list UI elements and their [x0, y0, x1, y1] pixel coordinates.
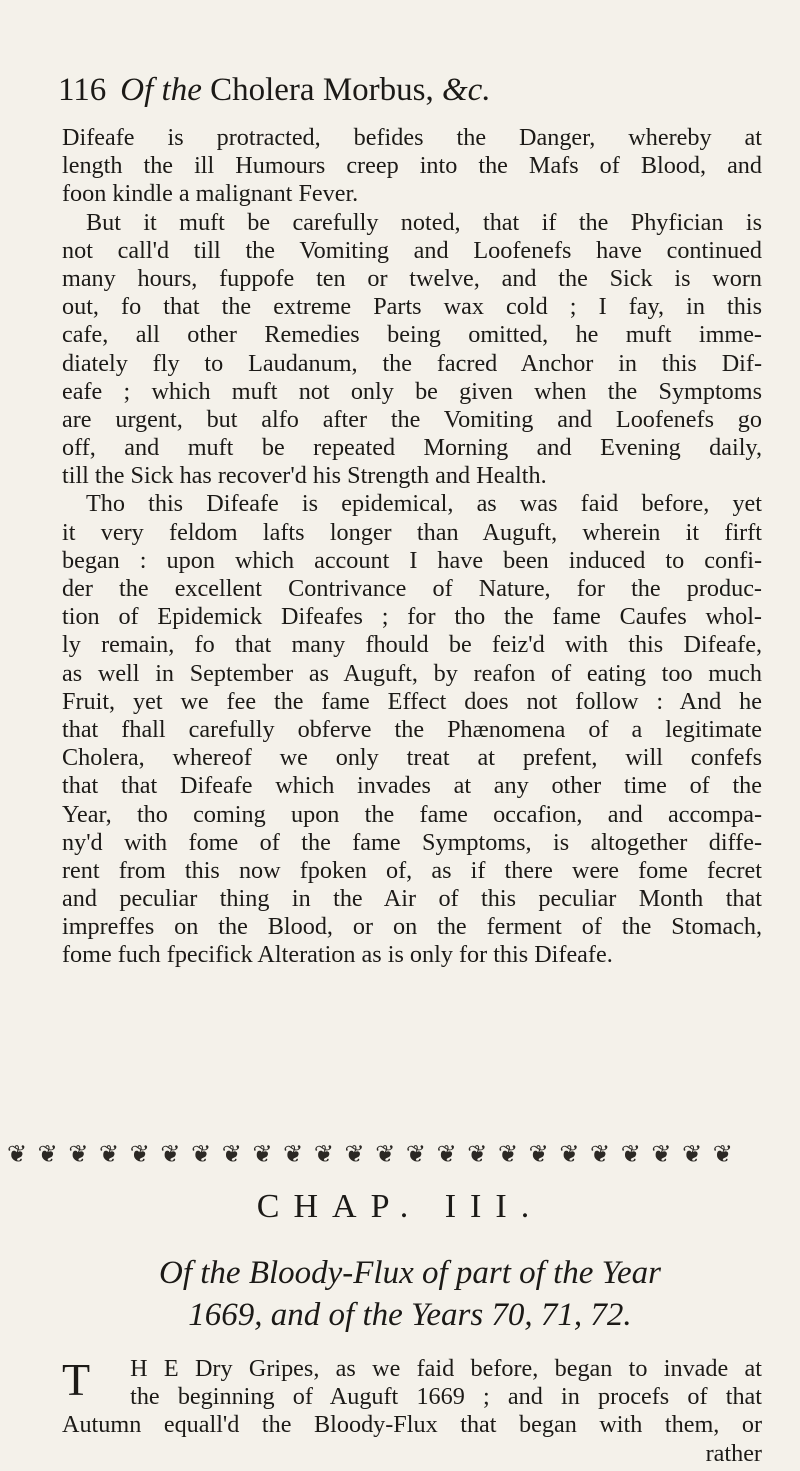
- running-title-suffix: &c.: [442, 72, 491, 108]
- text-line: it very feldom lafts longer than Auguft, wherein it firft: [62, 518, 762, 546]
- fleuron-ornament-icon: ❦: [252, 1142, 273, 1168]
- text-line: diately fly to Laudanum, the facred Anchor in this Dif-: [62, 349, 762, 377]
- fleuron-ornament-icon: ❦: [68, 1142, 89, 1168]
- text-line: out, fo that the extreme Parts wax cold ; I fay, in this: [62, 293, 762, 321]
- fleuron-ornament-icon: ❦: [344, 1142, 365, 1168]
- chapter-title: [60, 1252, 760, 1336]
- fleuron-ornament-icon: ❦: [682, 1142, 703, 1168]
- page: [58, 72, 762, 970]
- running-header: [58, 72, 758, 124]
- running-title-prefix: Of the: [120, 72, 202, 108]
- fleuron-ornament-icon: ❦: [559, 1142, 580, 1168]
- text-line: Year, tho coming upon the fame occafion, and accompa-: [62, 800, 762, 828]
- fleuron-ornament-icon: ❦: [590, 1142, 611, 1168]
- fleuron-ornament-icon: ❦: [375, 1142, 396, 1168]
- fleuron-ornament-icon: ❦: [160, 1142, 181, 1168]
- fleuron-ornament-icon: ❦: [221, 1142, 242, 1168]
- text-line: that that Difeafe which invades at any other time of the: [62, 772, 762, 800]
- fleuron-ornament-icon: ❦: [37, 1142, 58, 1168]
- fleuron-ornament-icon: ❦: [313, 1142, 334, 1168]
- text-line: H E Dry Gripes, as we faid before, began to invade at: [130, 1355, 762, 1382]
- text-line: till the Sick has recover'd his Strength and Health.: [62, 462, 547, 490]
- text-line: Fruit, yet we fee the fame Effect does not follow : And he: [62, 687, 762, 715]
- text-line: cafe, all other Remedies being omitted, he muft imme-: [62, 321, 762, 349]
- text-line: began : upon which account I have been induced to confi-: [62, 546, 762, 574]
- text-line: eafe ; which muft not only be given when the Symptoms: [62, 377, 762, 405]
- page-number: 116: [58, 72, 107, 108]
- text-line: rather: [705, 1439, 762, 1467]
- text-line: off, and muft be repeated Morning and Evening daily,: [62, 434, 762, 462]
- text-line: as well in September as Auguft, by reafon of eating too much: [62, 659, 762, 687]
- fleuron-ornament-icon: ❦: [467, 1142, 488, 1168]
- fleuron-ornament-icon: ❦: [651, 1142, 672, 1168]
- text-line: der the excellent Contrivance of Nature, for the produc-: [62, 575, 762, 602]
- drop-cap: T: [62, 1354, 91, 1405]
- text-line: But it muft be carefully noted, that if the Phyfician is: [86, 208, 762, 236]
- fleuron-ornament-icon: ❦: [712, 1142, 733, 1168]
- text-line: that fhall carefully obferve the Phænomena of a legitimate: [62, 715, 762, 743]
- text-line: ly remain, fo that many fhould be feiz'd with this Difeafe,: [62, 631, 762, 659]
- fleuron-ornament-icon: ❦: [620, 1142, 641, 1168]
- ornament-divider: [2, 1138, 738, 1172]
- text-line: Difeafe is protracted, befides the Danger, whereby at: [62, 124, 762, 151]
- text-line: not call'd till the Vomiting and Loofenefs have continued: [62, 236, 762, 264]
- text-line: are urgent, but alfo after the Vomiting and Loofenefs go: [62, 405, 762, 433]
- text-line: Cholera, whereof we only treat at prefent, will confefs: [62, 744, 762, 772]
- fleuron-ornament-icon: ❦: [129, 1142, 150, 1168]
- text-line: Tho this Difeafe is epidemical, as was faid before, yet: [86, 490, 762, 518]
- running-title-main: Cholera Morbus,: [210, 72, 434, 108]
- text-line: Autumn equall'd the Bloody-Flux that began with them, or: [62, 1411, 762, 1439]
- body-text: [62, 124, 762, 970]
- fleuron-ornament-icon: ❦: [191, 1142, 212, 1168]
- text-line: many hours, fuppofe ten or twelve, and the Sick is worn: [62, 264, 762, 292]
- text-line: ny'd with fome of the fame Symptoms, is altogether diffe-: [62, 828, 762, 856]
- text-line: rent from this now fpoken of, as if there were fome fecret: [62, 856, 762, 884]
- fleuron-ornament-icon: ❦: [405, 1142, 426, 1168]
- chapter-body: [62, 1355, 762, 1468]
- fleuron-ornament-icon: ❦: [99, 1142, 120, 1168]
- text-line: the beginning of Auguft 1669 ; and in procefs of that: [130, 1383, 762, 1411]
- fleuron-ornament-icon: ❦: [436, 1142, 457, 1168]
- running-title: [120, 72, 490, 109]
- text-line: length the ill Humours creep into the Mafs of Blood, and: [62, 152, 762, 180]
- chapter-title-line: Of the Bloody-Flux of part of the Year: [159, 1255, 661, 1291]
- text-line: impreffes on the Blood, or on the ferment of the Stomach,: [62, 913, 762, 941]
- text-line: tion of Epidemick Difeafes ; for tho the fame Caufes whol-: [62, 603, 762, 631]
- chapter-title-line: 1669, and of the Years 70, 71, 72.: [188, 1297, 632, 1333]
- text-line: foon kindle a malignant Fever.: [62, 180, 359, 208]
- fleuron-ornament-icon: ❦: [6, 1142, 28, 1168]
- fleuron-ornament-icon: ❦: [497, 1142, 519, 1168]
- fleuron-ornament-icon: ❦: [283, 1142, 304, 1168]
- text-line: and peculiar thing in the Air of this peculiar Month that: [62, 885, 762, 913]
- text-line: fome fuch fpecifick Alteration as is only for this Difeafe.: [62, 941, 613, 969]
- fleuron-ornament-icon: ❦: [528, 1142, 549, 1168]
- chapter-heading: CHAP. III.: [256, 1188, 544, 1225]
